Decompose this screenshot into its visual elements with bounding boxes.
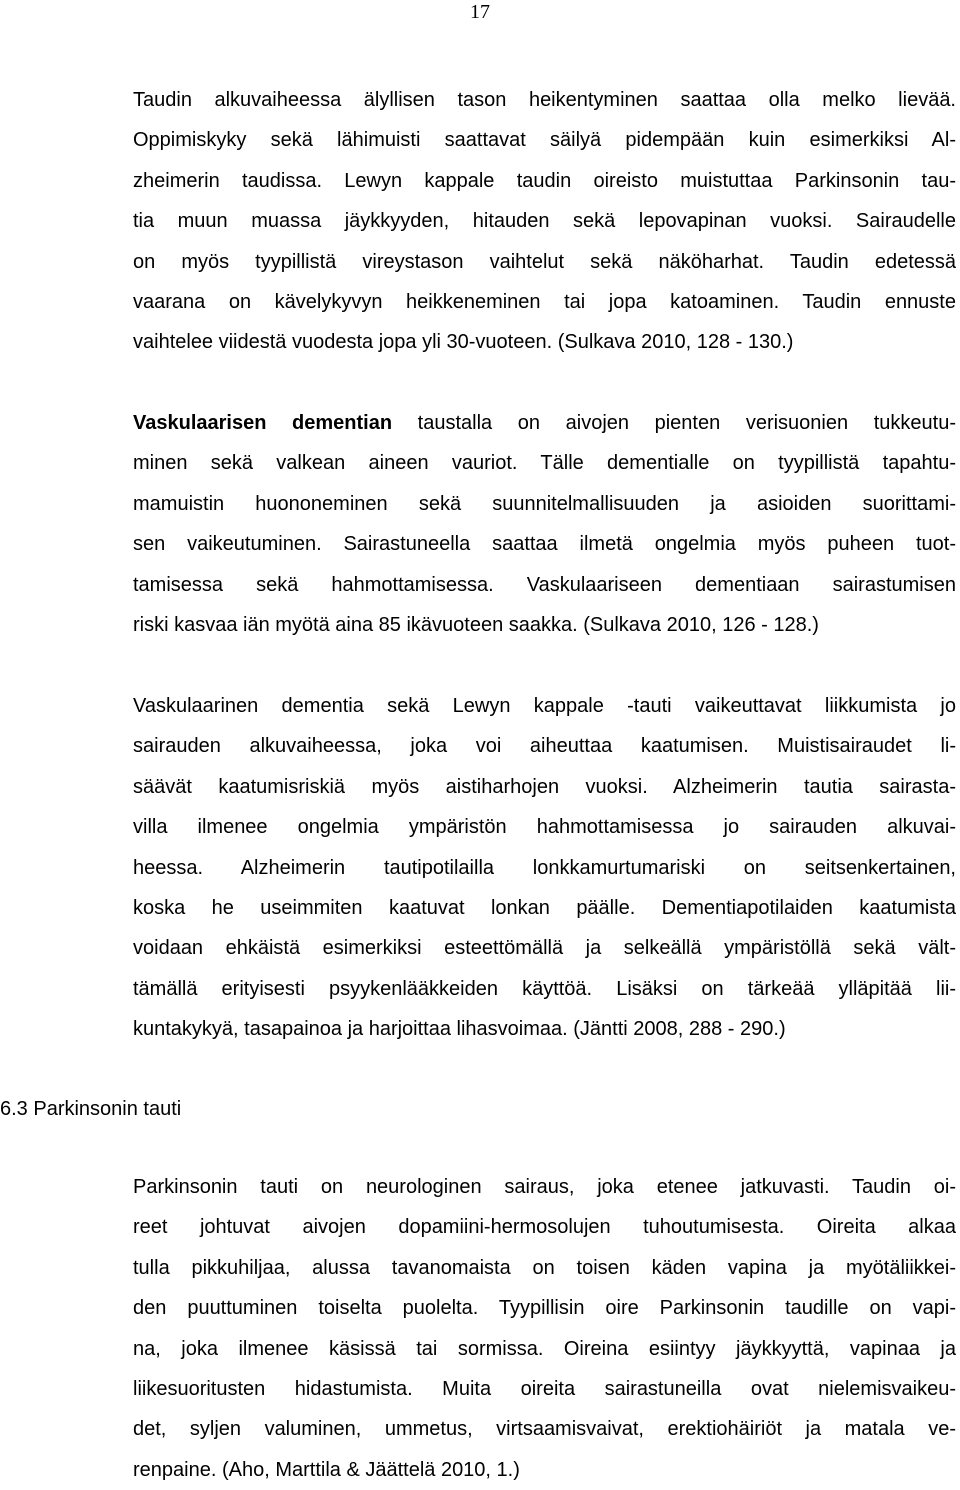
text-line: liikesuoritusten hidastumista. Muita oireita sairastuneilla ovat nielemisvaikeu- <box>133 1378 956 1401</box>
text-line: tamisessa sekä hahmottamisessa. Vaskulaariseen dementiaan sairastumisen <box>133 573 956 596</box>
text-line: vaihtelee viidestä vuodesta jopa yli 30-vuoteen. (Sulkava 2010, 128 - 130.) <box>133 331 794 354</box>
paragraph-parkinsons <box>133 1167 956 1490</box>
page-number: 17 <box>470 1 490 23</box>
text-line: den puuttuminen toiselta puolelta. Tyypillisin oire Parkinsonin taudille on vapi- <box>133 1297 956 1320</box>
text-line: sen vaikeutuminen. Sairastuneella saattaa ilmetä ongelmia myös puheen tuot- <box>133 533 956 556</box>
text-line: Parkinsonin tauti on neurologinen sairaus, joka etenee jatkuvasti. Taudin oi- <box>133 1176 956 1198</box>
paragraph-lewy-body <box>133 80 956 363</box>
text-line: heessa. Alzheimerin tautipotilailla lonkkamurtumariski on seitsenkertainen, <box>133 856 956 879</box>
text-line: det, syljen valuminen, ummetus, virtsaamisvaivat, erektiohäiriöt ja matala ve- <box>133 1418 956 1441</box>
text-line: vaarana on kävelykyvyn heikkeneminen tai jopa katoaminen. Taudin ennuste <box>133 291 956 314</box>
text-line: reet johtuvat aivojen dopamiini-hermosolujen tuhoutumisesta. Oireita alkaa <box>133 1216 956 1239</box>
paragraph-vascular-dementia <box>133 403 956 645</box>
bold-term: Vaskulaarisen dementian <box>133 412 393 434</box>
text-line: Vaskulaarinen dementia sekä Lewyn kappale -tauti vaikeuttavat liikkumista jo <box>133 695 956 717</box>
text-line: sairauden alkuvaiheessa, joka voi aiheuttaa kaatumisen. Muistisairaudet li- <box>133 735 956 758</box>
text-line: villa ilmenee ongelmia ympäristön hahmottamisessa jo sairauden alkuvai- <box>133 816 956 839</box>
text-line: renpaine. (Aho, Marttila & Jäättelä 2010, 1.) <box>133 1458 520 1481</box>
text-line: tämällä erityisesti psyykenlääkkeiden käyttöä. Lisäksi on tärkeää ylläpitää lii- <box>133 977 956 1000</box>
section-heading: 6.3 Parkinsonin tauti <box>0 1098 182 1120</box>
text-line: zheimerin taudissa. Lewyn kappale taudin oireisto muistuttaa Parkinsonin tau- <box>133 169 956 192</box>
text-line: minen sekä valkean aineen vauriot. Tälle dementialle on tyypillistä tapahtu- <box>133 452 956 475</box>
text-fragment: taustalla on aivojen pienten verisuonien tukkeutu- <box>392 412 956 434</box>
text-line: kuntakykyä, tasapainoa ja harjoittaa lihasvoimaa. (Jäntti 2008, 288 - 290.) <box>133 1018 786 1041</box>
text-line: on myös tyypillistä vireystason vaihtelut sekä näköharhat. Taudin edetessä <box>133 250 956 273</box>
text-line: na, joka ilmenee käsissä tai sormissa. Oireina esiintyy jäykkyyttä, vapinaa ja <box>133 1337 956 1360</box>
text-line <box>133 403 956 443</box>
text-line: riski kasvaa iän myötä aina 85 ikävuoteen saakka. (Sulkava 2010, 126 - 128.) <box>133 614 819 637</box>
text-line: Taudin alkuvaiheessa älyllisen tason heikentyminen saattaa olla melko lievää. <box>133 89 956 111</box>
text-line: säävät kaatumisriskiä myös aistiharhojen vuoksi. Alzheimerin tautia sairasta- <box>133 775 956 798</box>
paragraph-falling-risk <box>133 686 956 1050</box>
text-line: tulla pikkuhiljaa, alussa tavanomaista on toisen käden vapina ja myötäliikkei- <box>133 1256 956 1279</box>
text-line: mamuistin huononeminen sekä suunnitelmallisuuden ja asioiden suorittami- <box>133 492 956 515</box>
text-line: koska he useimmiten kaatuvat lonkan päälle. Dementiapotilaiden kaatumista <box>133 897 956 920</box>
text-line: tia muun muassa jäykkyyden, hitauden sekä lepovapinan vuoksi. Sairaudelle <box>133 210 956 233</box>
text-line: voidaan ehkäistä esimerkiksi esteettömällä ja selkeällä ympäristöllä sekä vält- <box>133 937 956 960</box>
text-line: Oppimiskyky sekä lähimuisti saattavat säilyä pidempään kuin esimerkiksi Al- <box>133 129 956 152</box>
